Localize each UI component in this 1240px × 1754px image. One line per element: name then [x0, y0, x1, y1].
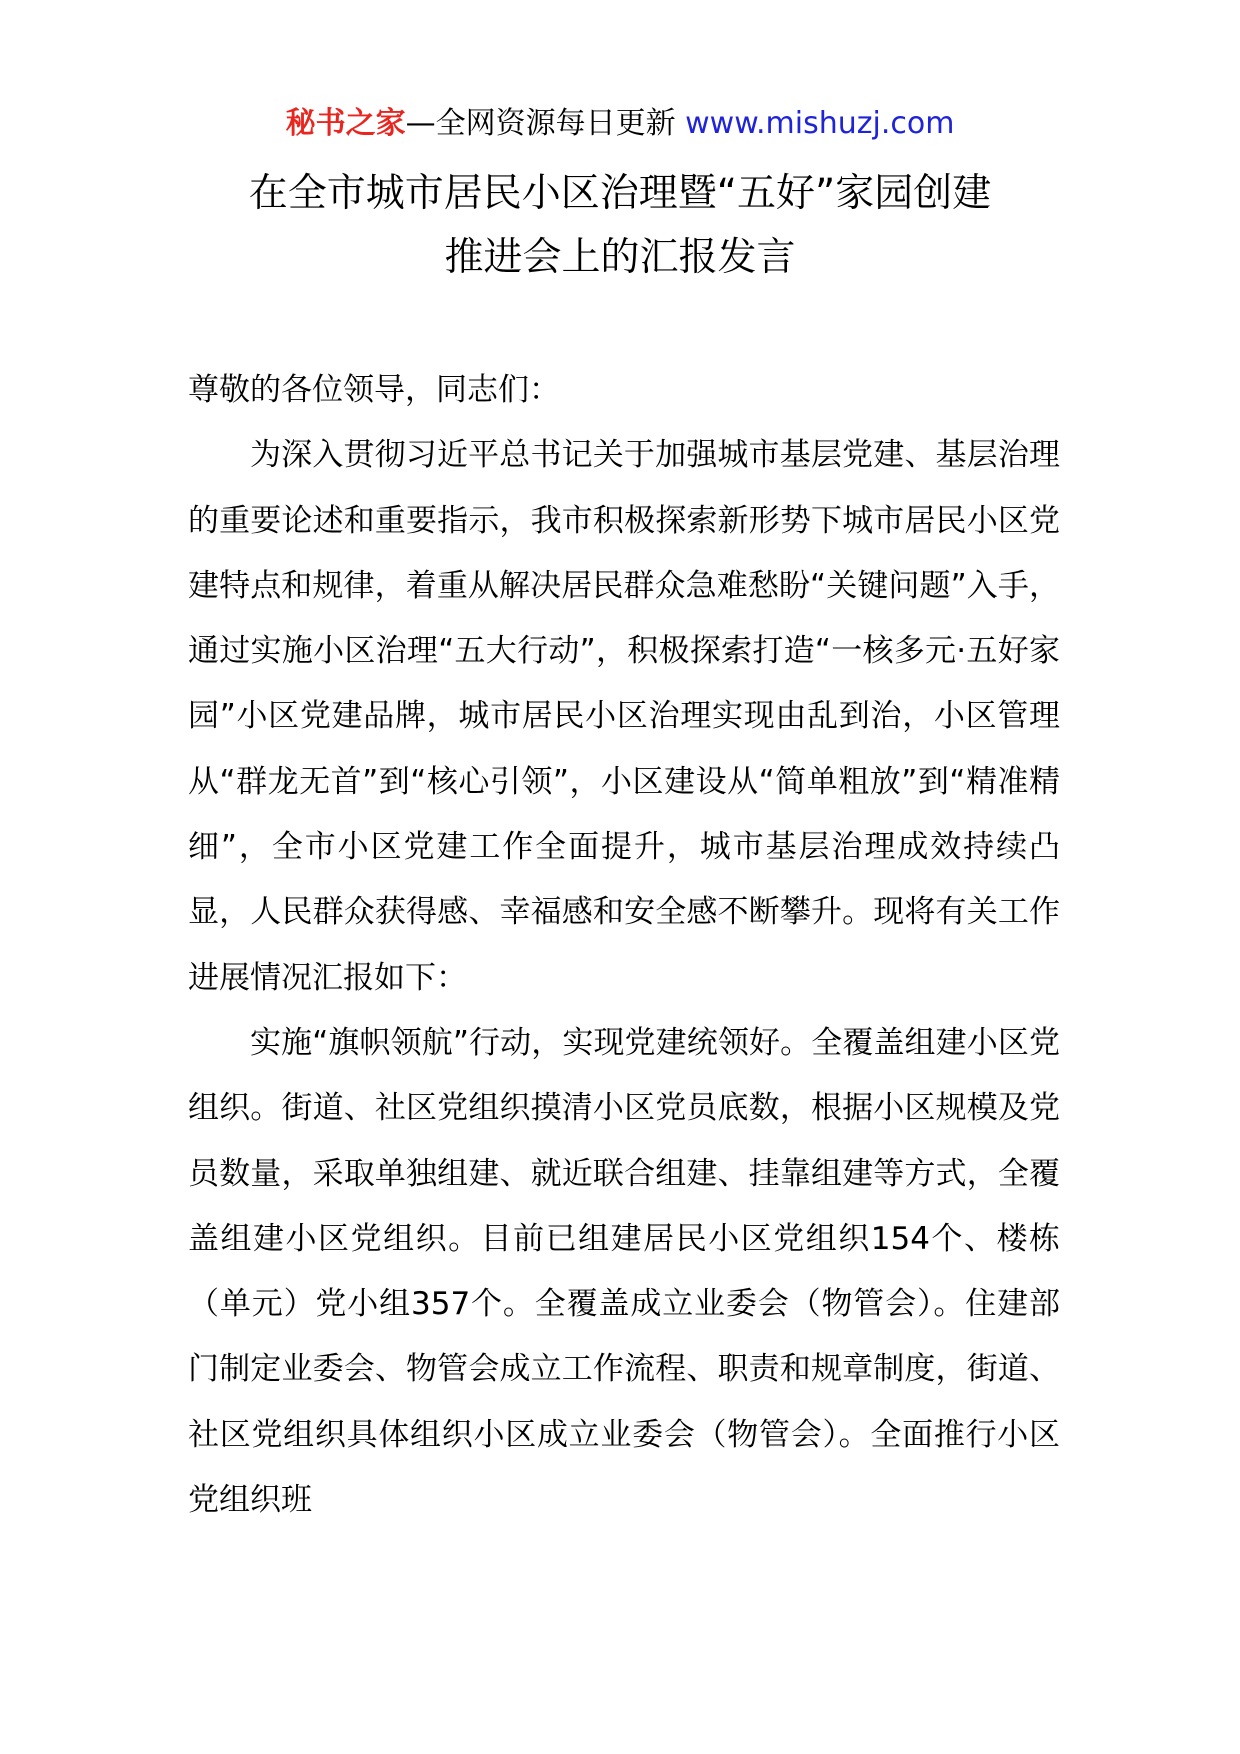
- body-paragraph-1: 为深入贯彻习近平总书记关于加强城市基层党建、基层治理的重要论述和重要指示，我市积极探索新形势下城市居民小区党建特点和规律，着重从解决居民群众急难愁盼“关键问题”入手，通过实施小区治理“五大行动”，积极探索打造“一核多元·五好家园”小区党建品牌，城市居民小区治理实现由乱到治，小区管理从“群龙无首”到“核心引领”，小区建设从“简单粗放”到“精准精细”，全市小区党建工作全面提升，城市基层治理成效持续凸显，人民群众获得感、幸福感和安全感不断攀升。现将有关工作进展情况汇报如下：: [188, 437, 1060, 996]
- site-url-link[interactable]: www.mishuzj.com: [685, 106, 955, 141]
- salutation: 尊敬的各位领导，同志们：: [188, 372, 560, 408]
- title-line-1: 在全市城市居民小区治理暨“五好”家园创建: [248, 171, 992, 216]
- brand-name: 秘书之家: [285, 106, 406, 141]
- document-body: [188, 358, 1060, 1533]
- title-line-2: 推进会上的汇报发言: [444, 235, 796, 280]
- header-tagline: —全网资源每日更新: [405, 106, 686, 141]
- document-title: [150, 162, 1090, 290]
- body-paragraph-2: 实施“旗帜领航”行动，实现党建统领好。全覆盖组建小区党组织。街道、社区党组织摸清小区党员底数，根据小区规模及党员数量，采取单独组建、就近联合组建、挂靠组建等方式，全覆盖组建小区党组织。目前已组建居民小区党组织154个、楼栋（单元）党小组357个。全覆盖成立业委会（物管会）。住建部门制定业委会、物管会成立工作流程、职责和规章制度，街道、社区党组织具体组织小区成立业委会（物管会）。全面推行小区党组织班: [188, 1024, 1060, 1519]
- site-header: [0, 102, 1240, 146]
